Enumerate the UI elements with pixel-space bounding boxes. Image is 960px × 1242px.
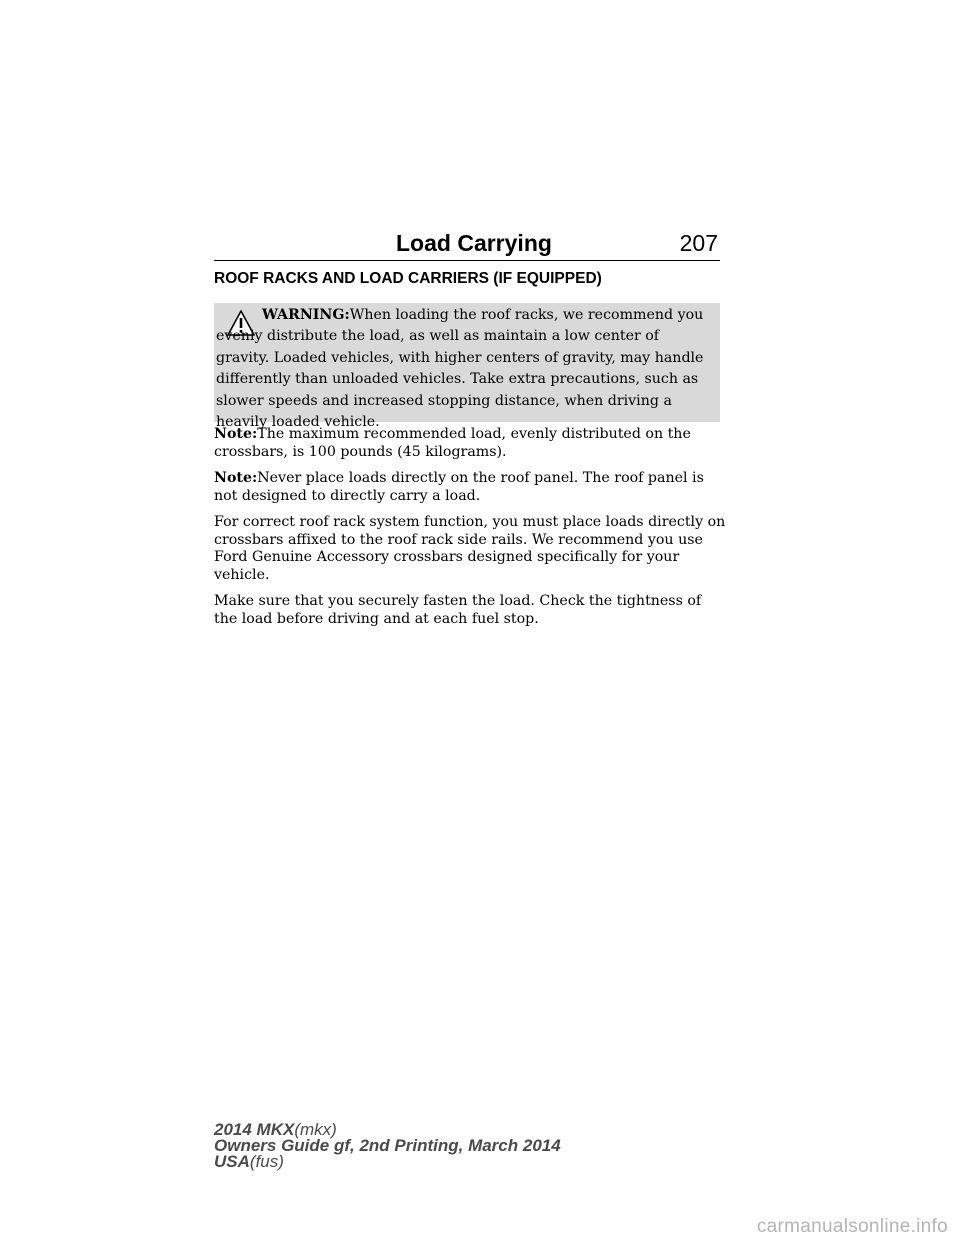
note-paragraph bbox=[214, 470, 726, 505]
warning-text-block bbox=[216, 305, 716, 433]
body-paragraph: Make sure that you securely fasten the load. Check the tightness of the load before driving and at each fuel stop. bbox=[214, 593, 702, 627]
section-heading: ROOF RACKS AND LOAD CARRIERS (IF EQUIPPED) bbox=[214, 270, 602, 287]
warning-label: WARNING: bbox=[262, 307, 350, 323]
warning-body: When loading the roof racks, we recommend you evenly distribute the load, as well as maintain a low center of gravity. Loaded vehicles, with higher centers of gravity, may handle differently than unloaded vehicles. Take extra precautions, such as slower speeds and increased stopping distance, when driving a heavily loaded vehicle. bbox=[216, 307, 704, 431]
body-paragraph: For correct roof rack system function, you must place loads directly on crossbars affixed to the roof rack side rails. We recommend you use Ford Genuine Accessory crossbars designed specifically for your vehicle. bbox=[214, 514, 726, 583]
chapter-title: Load Carrying bbox=[396, 230, 552, 256]
body-text bbox=[214, 426, 726, 637]
note-text: The maximum recommended load, evenly distributed on the crossbars, is 100 pounds (45 kilograms). bbox=[214, 426, 691, 460]
footer-market-code: (fus) bbox=[249, 1152, 284, 1171]
footer-market: USA bbox=[214, 1152, 250, 1171]
page-header bbox=[214, 226, 720, 261]
footer-model-code: (mkx) bbox=[294, 1120, 337, 1139]
note-label: Note: bbox=[214, 470, 258, 486]
warning-box bbox=[214, 303, 720, 431]
watermark: carmanualsonline.info bbox=[756, 1216, 948, 1237]
footer-line-market bbox=[214, 1154, 561, 1170]
note-paragraph bbox=[214, 426, 726, 461]
page-number: 207 bbox=[679, 230, 718, 256]
footer-model: 2014 MKX bbox=[214, 1120, 295, 1139]
note-label: Note: bbox=[214, 426, 258, 442]
page-footer bbox=[214, 1122, 561, 1170]
footer-line-edition: Owners Guide gf, 2nd Printing, March 2014 bbox=[214, 1136, 561, 1155]
note-text: Never place loads directly on the roof panel. The roof panel is not designed to directly carry a load. bbox=[214, 470, 704, 504]
